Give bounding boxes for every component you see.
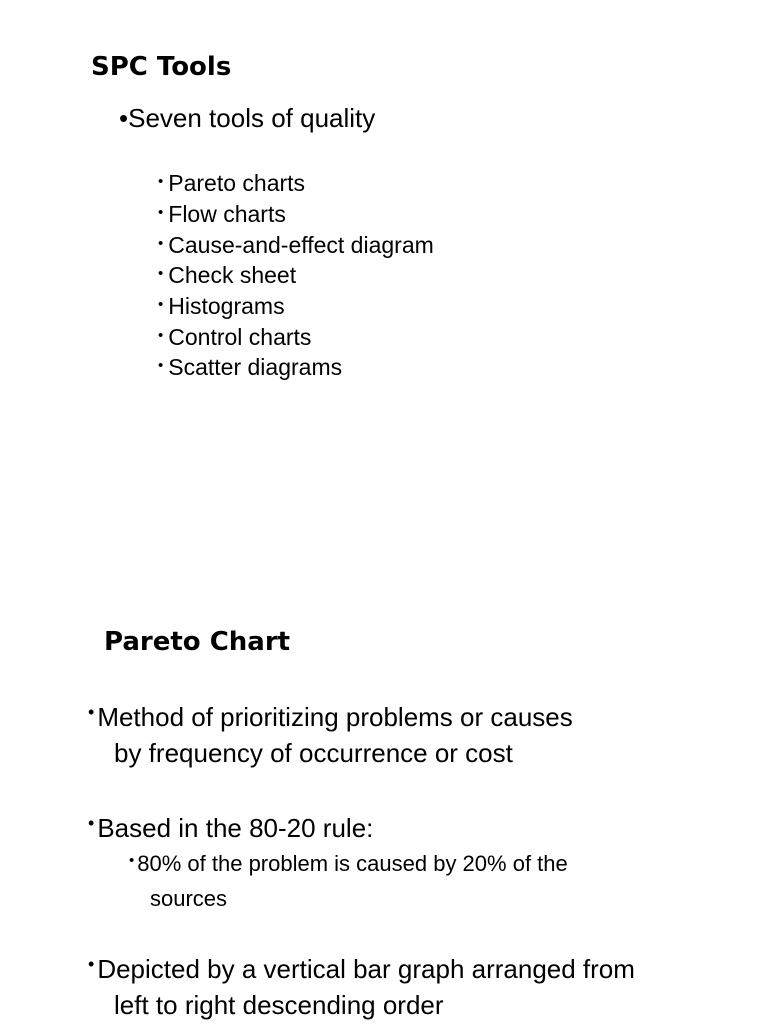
point-text: Depicted by a vertical bar graph arranged from bbox=[97, 954, 635, 984]
bullet-point-1 bbox=[88, 704, 573, 730]
bullet-dot: • bbox=[88, 702, 95, 722]
section-title: Pareto Chart bbox=[104, 627, 291, 657]
bullet-dot: • bbox=[129, 852, 135, 869]
bullet-dot: • bbox=[119, 103, 129, 133]
list-item-text: Check sheet bbox=[168, 262, 297, 288]
bullet-dot: • bbox=[158, 296, 164, 313]
bullet-dot: • bbox=[158, 173, 164, 190]
bullet-point-2 bbox=[88, 815, 373, 841]
bullet-dot: • bbox=[158, 357, 164, 374]
bullet-dot: • bbox=[88, 954, 95, 974]
bullet-dot: • bbox=[158, 235, 164, 252]
list-item bbox=[158, 326, 311, 349]
point-text: Method of prioritizing problems or causes bbox=[97, 702, 573, 732]
sub-bullet-point-continued: sources bbox=[150, 886, 228, 911]
list-item-text: Cause-and-effect diagram bbox=[168, 232, 434, 258]
page-title: SPC Tools bbox=[91, 52, 232, 82]
bullet-dot: • bbox=[158, 327, 164, 344]
list-item bbox=[158, 234, 434, 257]
list-item-text: Histograms bbox=[168, 293, 285, 319]
sub-point-text: 80% of the problem is caused by 20% of the bbox=[137, 851, 568, 876]
bullet-dot: • bbox=[158, 265, 164, 282]
list-item bbox=[158, 203, 286, 226]
list-item-text: Flow charts bbox=[168, 201, 286, 227]
list-item bbox=[158, 264, 296, 287]
sub-bullet-point bbox=[129, 853, 568, 875]
point-text: Based in the 80-20 rule: bbox=[97, 813, 374, 843]
list-item-text: Scatter diagrams bbox=[168, 354, 343, 380]
list-item bbox=[158, 295, 285, 318]
list-item-text: Pareto charts bbox=[168, 170, 306, 196]
intro-text: Seven tools of quality bbox=[128, 103, 376, 133]
bullet-point-3-continued: left to right descending order bbox=[114, 990, 444, 1020]
bullet-dot: • bbox=[158, 204, 164, 221]
bullet-point-3 bbox=[88, 956, 635, 982]
bullet-point-1-continued: by frequency of occurrence or cost bbox=[114, 738, 513, 768]
list-item-text: Control charts bbox=[168, 324, 312, 350]
bullet-dot: • bbox=[88, 813, 95, 833]
list-item bbox=[158, 172, 305, 195]
list-item bbox=[158, 356, 342, 379]
intro-bullet bbox=[119, 105, 375, 131]
